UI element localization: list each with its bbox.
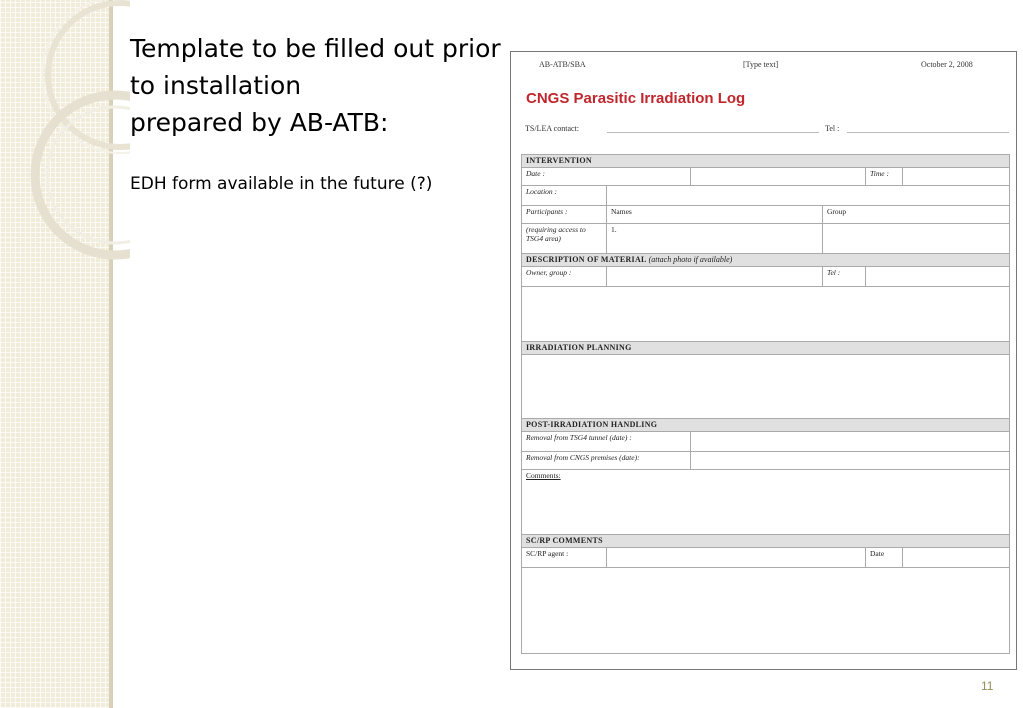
date-label: Date : (526, 169, 545, 178)
material-heading: DESCRIPTION OF MATERIAL (526, 255, 647, 264)
doc-header-right: October 2, 2008 (921, 60, 973, 69)
section-scrp: SC/RP COMMENTS (522, 535, 1010, 548)
names-label: Names (607, 206, 823, 224)
date-cell (522, 168, 691, 186)
form-document-image (510, 51, 1017, 670)
owner-label: Owner, group : (522, 267, 607, 287)
comments-area (522, 470, 1010, 535)
participants-label: Participants : (522, 206, 607, 224)
slide-title (130, 30, 530, 141)
material-heading-note: (attach photo if available) (648, 255, 733, 264)
tel-line (847, 132, 1009, 133)
title-line: to installation (130, 71, 302, 100)
removal-tunnel-value (691, 432, 1010, 452)
removal-premises-value (691, 452, 1010, 470)
section-post-irradiation: POST-IRRADIATION HANDLING (522, 419, 1010, 432)
group-label: Group (823, 206, 1010, 224)
doc-header-center: [Type text] (743, 60, 779, 69)
section-planning: IRRADIATION PLANNING (522, 342, 1010, 355)
scrp-agent-label: SC/RP agent : (522, 548, 607, 568)
doc-header-left: AB-ATB/SBA (539, 60, 586, 69)
participant-row-1: 1. (607, 224, 823, 254)
tel-label: Tel : (825, 124, 840, 133)
comments-label: Comments: (526, 471, 561, 480)
material-tel-value (866, 267, 1010, 287)
title-line: Template to be filled out prior (130, 34, 501, 63)
scrp-date-label: Date (866, 548, 903, 568)
contact-label: TS/LEA contact: (525, 124, 579, 133)
slide-subtitle: EDH form available in the future (?) (130, 174, 433, 194)
scrp-date-value (903, 548, 1010, 568)
owner-value (607, 267, 823, 287)
requiring-access-note: (requiring access to TSG4 area) (522, 224, 607, 254)
decorative-swirl (0, 0, 130, 290)
time-label: Time : (866, 168, 903, 186)
planning-area (522, 355, 1010, 419)
scrp-comments-area (522, 568, 1010, 654)
scrp-agent-value (607, 548, 866, 568)
removal-tunnel-label: Removal from TSG4 tunnel (date) : (522, 432, 691, 452)
location-value (607, 186, 1010, 206)
material-tel-label: Tel : (823, 267, 866, 287)
participant-group-1 (823, 224, 1010, 254)
date-value (691, 168, 866, 186)
time-value (903, 168, 1010, 186)
section-material (522, 254, 1010, 267)
material-description-area (522, 287, 1010, 342)
doc-title: CNGS Parasitic Irradiation Log (526, 90, 746, 107)
irradiation-form-table (521, 154, 1010, 654)
removal-premises-label: Removal from CNGS premises (date): (522, 452, 691, 470)
location-label: Location : (522, 186, 607, 206)
page-number: 11 (981, 679, 994, 693)
title-line: prepared by AB-ATB: (130, 108, 389, 137)
contact-line (607, 132, 819, 133)
section-intervention: INTERVENTION (522, 155, 1010, 168)
